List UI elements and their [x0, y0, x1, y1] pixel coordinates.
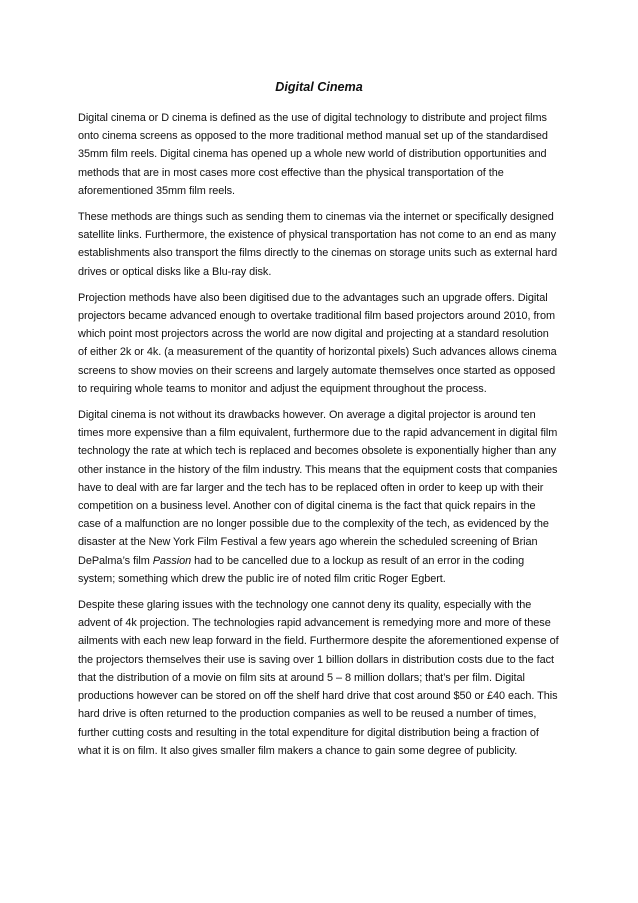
film-title-passion: Passion [152, 554, 192, 567]
paragraph-drawbacks-text-2: had to be cancelled due to a lockup as result of an error in the coding system; something which drew the public ire of noted film critic Roger Egbert. [78, 554, 525, 585]
paragraph-benefits: Despite these glaring issues with the technology one cannot deny its quality, especially with the advent of 4k projection. The technologies rapid advancement is remedying more and more of these ailments with each new leap forward in the field. Furthermore despite the aforementioned expense of the projectors themselves their use is saving over 1 billion dollars in distribution costs due to the fact that the distribution of a movie on film sits at around 5 – 8 million dollars; that’s per film. Digital productions however can be stored on off the shelf hard drive that cost around $50 or £40 each. This hard drive is often returned to the production companies as well to be reused a number of times, further cutting costs and resulting in the total expenditure for digital distribution being a fraction of what it is on film. It also gives smaller film makers a chance to gain some degree of publicity. [78, 599, 559, 757]
paragraph-drawbacks [78, 406, 560, 588]
paragraph-drawbacks-text-1: Digital cinema is not without its drawbacks however. On average a digital projector is around ten times more expensive than a film equivalent, furthermore due to the rapid advancement in digital film technology the rate at which tech is replaced and becomes obsolete is exponentially higher than any other instance in the history of the film industry. This means that the equipment costs that companies have to deal with are far larger and the tech has to be replaced often in order to keep up with their competition on a business level. Another con of digital cinema is the fact that quick repairs in the case of a malfunction are no longer possible due to the complexity of the tech, as evidenced by the disaster at the New York Film Festival a few years ago wherein the scheduled screening of Brian DePalma’s film [78, 409, 558, 567]
document-title: Digital Cinema [275, 80, 363, 94]
paragraph-methods: These methods are things such as sending them to cinemas via the internet or specifically designed satellite links. Furthermore, the existence of physical transportation has not come to an end as many establishments also transport the films directly to the cinemas on storage units such as external hard drives or optical disks like a Blu-ray disk. [78, 211, 558, 278]
paragraph-projection: Projection methods have also been digitised due to the advantages such an upgrade offers. Digital projectors became advanced enough to overtake traditional film based projectors around 2010, from which point most projectors across the world are now digital and projecting at a standard resolution of either 2k or 4k. (a measurement of the quantity of horizontal pixels) Such advances allows cinema screens to show movies on their screens and largely automate themselves once started as opposed to requiring whole teams to monitor and adjust the equipment throughout the process. [78, 291, 557, 395]
paragraph-definition: Digital cinema or D cinema is defined as the use of digital technology to distribute and project films onto cinema screens as opposed to the more traditional method manual set up of the standardised 35mm film reels. Digital cinema has opened up a whole new world of distribution opportunities and methods that are in most cases more cost effective than the physical transportation of the aforementioned 35mm film reels. [78, 112, 548, 197]
